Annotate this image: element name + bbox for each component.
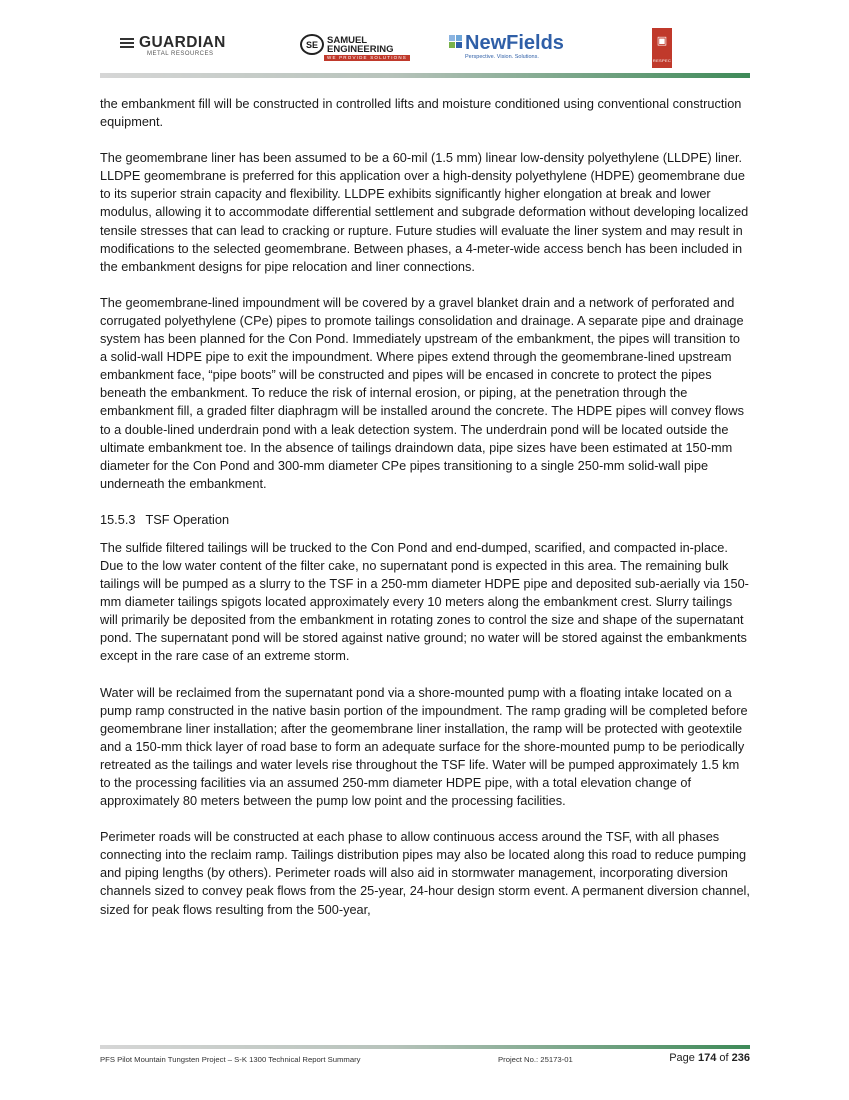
newfields-logo-name: NewFields — [465, 32, 564, 54]
guardian-bars-icon — [120, 38, 134, 48]
report-title: PFS Pilot Mountain Tungsten Project – S-K 1300 Technical Report Summary — [100, 1055, 361, 1064]
footer-divider — [100, 1045, 750, 1049]
body-paragraph: The sulfide filtered tailings will be trucked to the Con Pond and end-dumped, scarified, and compacted in-place. Due to the low water content of the filter cake, no supernatant pond is expected in this area. The remaining bulk tailings will be pumped as a slurry to the TSF in a 250-mm diameter HDPE pipe and deposited sub-aerially via 150-mm diameter tailings spigots located approximately every 10 meters along the embankment crest. Slurry tailings will primarily be deposited from the embankment in rotating zones to control the size and shape of the supernatant pond. The supernatant pond will be stored against native ground; no water will be stored against the embankments except in the rare case of an extreme storm. — [100, 539, 749, 664]
page-indicator — [669, 1052, 750, 1064]
page-header — [100, 28, 750, 72]
samuel-logo-line1: SAMUEL — [327, 34, 368, 46]
samuel-se-badge: SE — [300, 34, 324, 55]
respec-logo-name: RESPEC — [652, 58, 672, 63]
page-body — [100, 95, 750, 937]
body-paragraph: Perimeter roads will be constructed at each phase to allow continuous access around the TSF, with all phases connecting into the reclaim ramp. Tailings distribution pipes may also be located along this road to reduce pumping and piping lengths (by others). Perimeter roads will also aid in stormwater management, incorporating diversion channels sized to convey peak flows from the 25-year, 24-hour design storm event. A permanent diversion channel, sized for peak flows resulting from the 500-year, — [100, 829, 750, 917]
page-of: of — [719, 1052, 729, 1064]
body-paragraph: The geomembrane liner has been assumed to be a 60-mil (1.5 mm) linear low-density polyethylene (LLDPE) liner. LLDPE geomembrane is preferred for this application over a high-density polyethylene (HDPE) geomembrane due to its superior strain capacity and flexibility. LLDPE exhibits significantly higher elongation at break and lower modulus, allowing it to accommodate differential settlement and subgrade deformation without developing localized tensile stresses that can lead to cracking or rupture. Future studies will evaluate the liner system and may result in modifications to the selected geomembrane. Between phases, a 4-meter-wide access bench has been included in the embankment designs for pipe relocation and liner connections. — [100, 150, 749, 274]
guardian-logo-name: GUARDIAN — [139, 34, 226, 51]
samuel-logo-line2: ENGINEERING — [327, 43, 394, 55]
guardian-logo — [120, 34, 226, 57]
section-heading — [100, 511, 750, 529]
page-number: 174 — [697, 1052, 717, 1064]
page-footer — [100, 1053, 750, 1067]
newfields-logo-tagline: Perspective. Vision. Solutions. — [465, 54, 539, 60]
section-number: 15.5.3 — [100, 511, 136, 527]
page-prefix: Page — [669, 1052, 695, 1064]
samuel-engineering-logo — [300, 34, 408, 60]
body-paragraph: The geomembrane-lined impoundment will be covered by a gravel blanket drain and a network of perforated and corrugated polyethylene (CPe) pipes to promote tailings consolidation and drainage. A separate pipe and drainage system has been planned for the Con Pond. Immediately upstream of the embankment, the pipes will transition to a solid-wall HDPE pipe to exit the impoundment. Where pipes extend through the geomembrane-lined upstream embankment face, “pipe boots” will be constructed and pipes will be encased in concrete to protect the pipes beneath the embankment. To reduce the risk of internal erosion, or piping, at the penetration through the embankment fill, a graded filter diaphragm will be installed around the concrete. The HDPE pipes will convey flows to a double-lined underdrain pond with a leak detection system. The underdrain pond will be located outside the ultimate embankment toe. In the absence of tailings draindown data, pipe sizes have been estimated at 150-mm diameter for the Con Pond and 300-mm diameter CPe pipes transitioning to a single 250-mm solid-wall pipe underneath the embankment. — [100, 294, 744, 491]
respec-logo — [652, 28, 672, 68]
body-paragraph: Water will be reclaimed from the supernatant pond via a shore-mounted pump with a floating intake located on a pump ramp constructed in the native basin portion of the impoundment. The ramp grading will be completed before geomembrane liner installation; after the geomembrane liner installation, the ramp will be protected with geotextile and a 150-mm thick layer of road base to form an adequate surface for the shore-mounted pump to be periodically retreated as the tailings and water levels rise throughout the TSF life. Water will be pumped approximately 1.5 km to the processing facilities via an assumed 250-mm diameter HDPE pipe, with a total elevation change of approximately 80 meters between the pump low point and the processing facilities. — [100, 684, 748, 809]
samuel-logo-tagline: WE PROVIDE SOLUTIONS — [324, 55, 410, 61]
body-paragraph: the embankment fill will be constructed in controlled lifts and moisture conditioned using conventional construction equipment. — [100, 96, 742, 130]
project-number: Project No.: 25173-01 — [498, 1055, 573, 1064]
section-title: TSF Operation — [145, 511, 230, 527]
respec-mark-icon: ▣ — [656, 35, 668, 47]
page-total: 236 — [731, 1052, 750, 1064]
guardian-logo-subtitle: METAL RESOURCES — [147, 51, 214, 57]
newfields-logo — [449, 32, 564, 60]
newfields-squares-icon — [449, 35, 462, 48]
header-divider — [100, 73, 750, 78]
